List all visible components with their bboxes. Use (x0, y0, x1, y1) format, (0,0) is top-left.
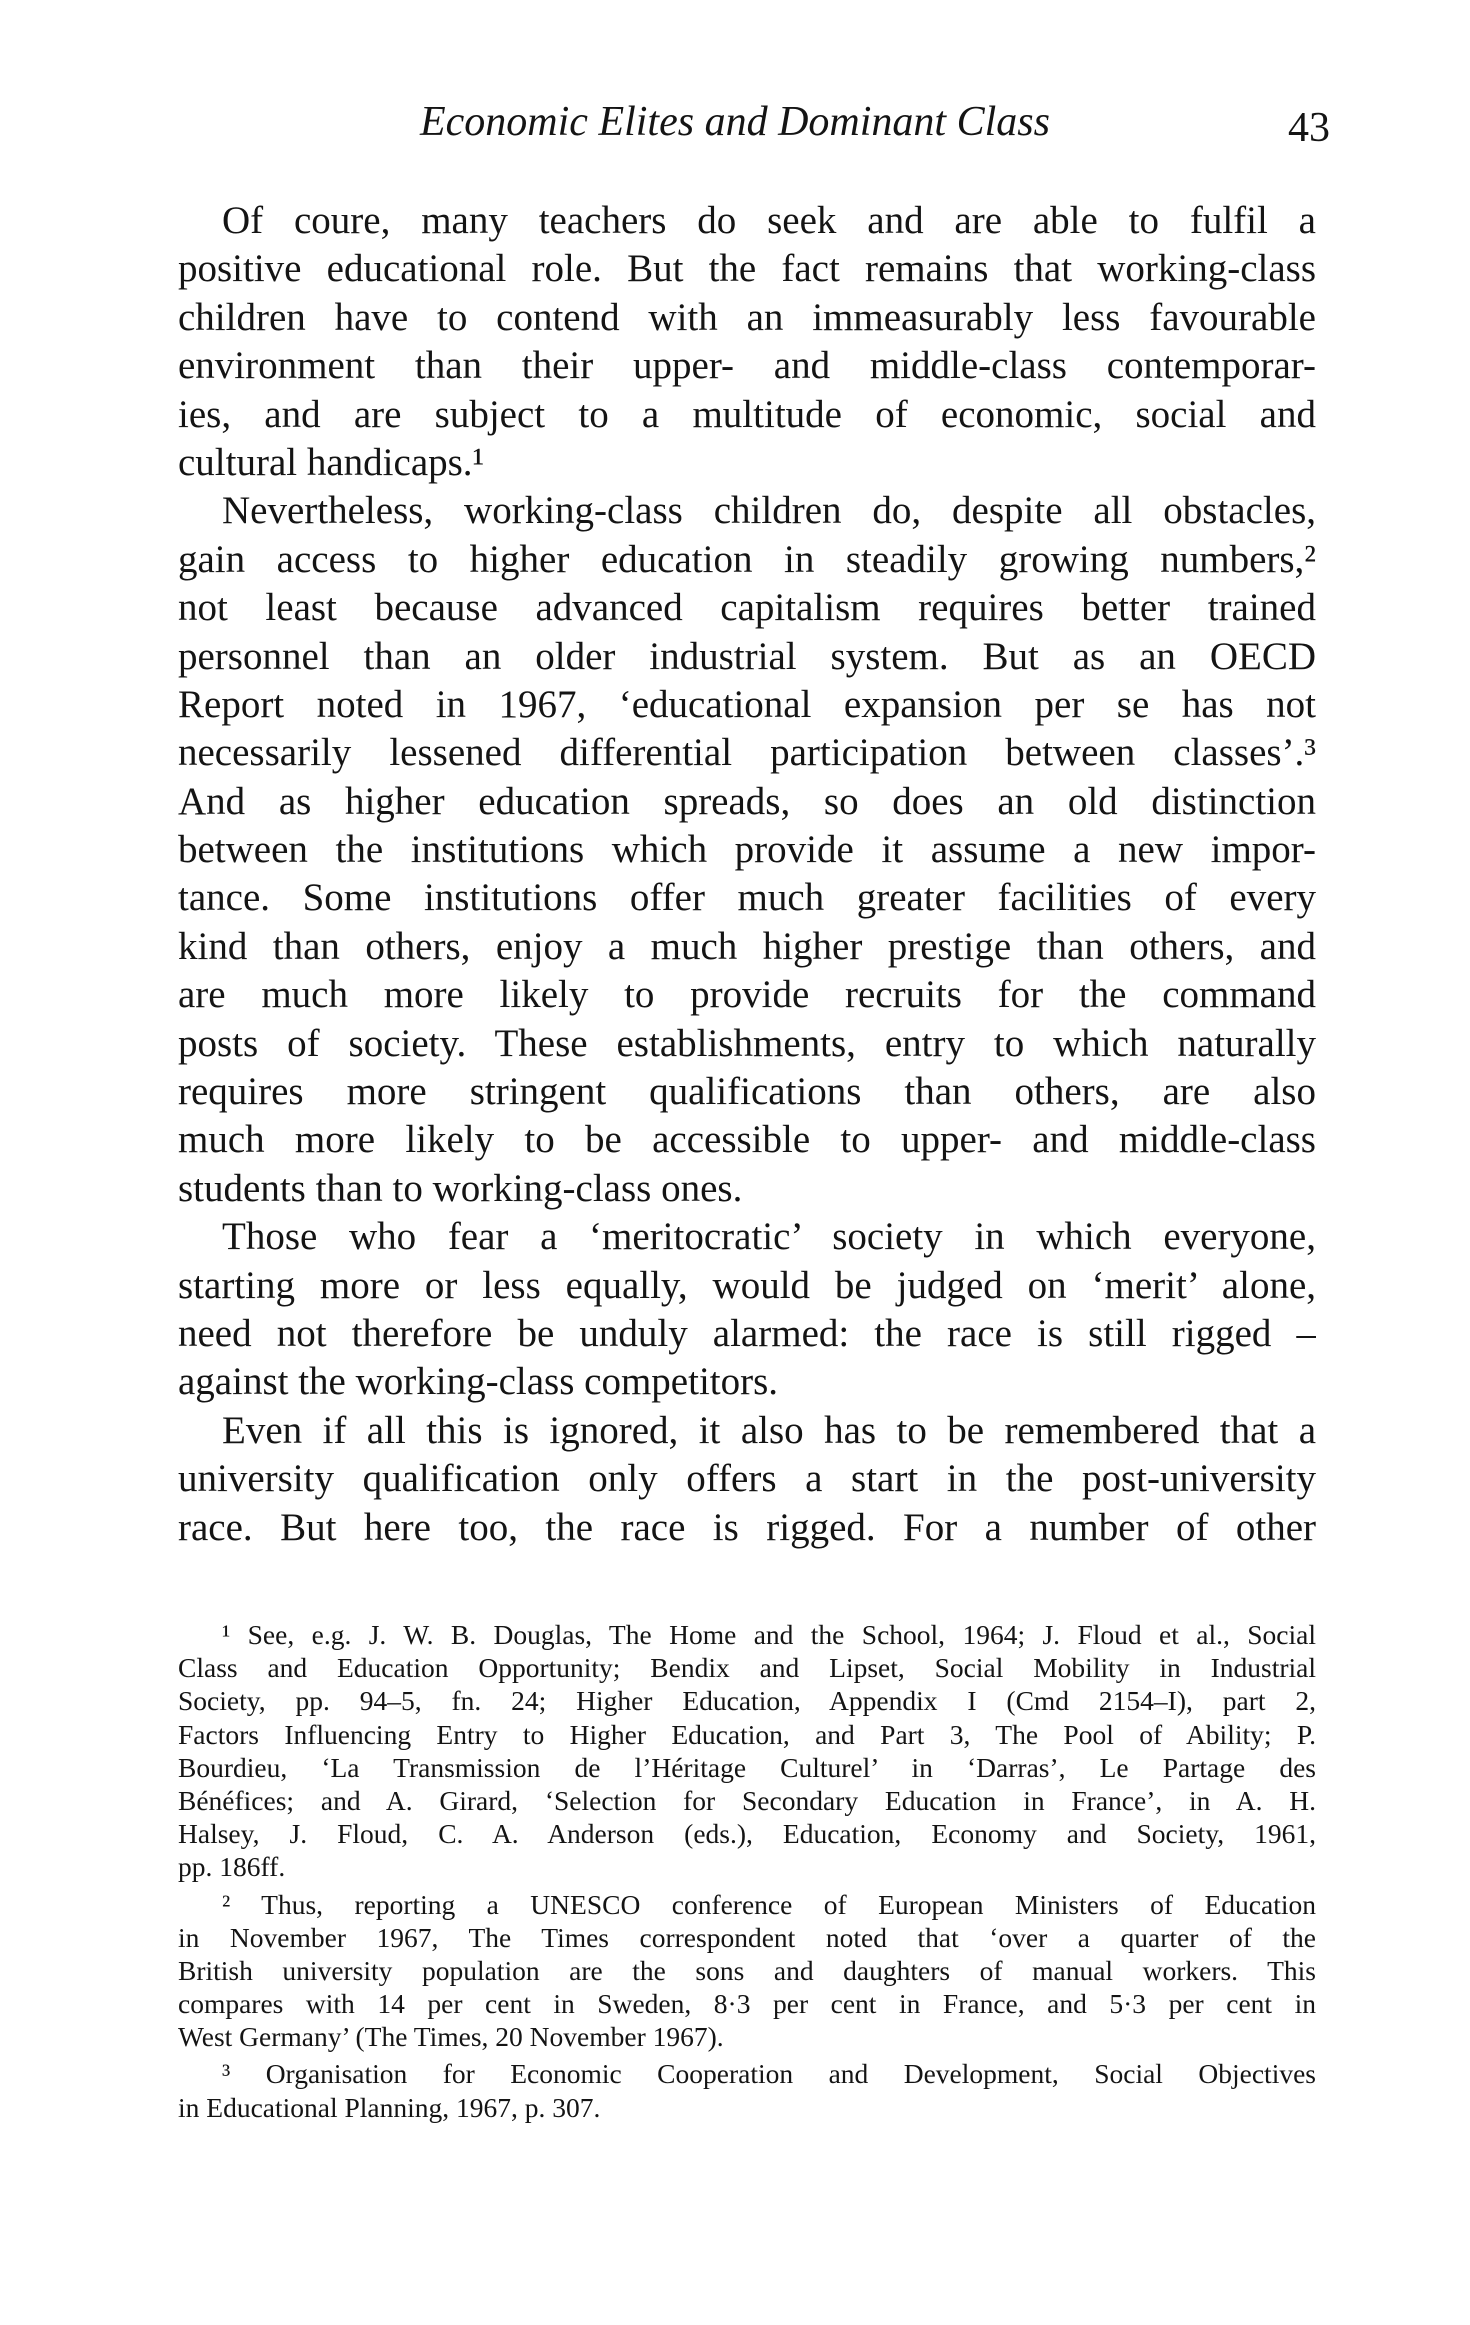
body-line: And as higher education spreads, so does an old distinction (178, 779, 1316, 823)
body-line: students than to working-class ones. (178, 1166, 743, 1210)
body-line: environment than their upper- and middle-class contemporar- (178, 344, 1316, 388)
footnote-line: Halsey, J. Floud, C. A. Anderson (eds.), Education, Economy and Society, 1961, (178, 1818, 1316, 1850)
footnote-line: Class and Education Opportunity; Bendix and Lipset, Social Mobility in Industrial (178, 1652, 1316, 1684)
footnote-line: Bénéfices; and A. Girard, ‘Selection for Secondary Education in France’, in A. H. (178, 1784, 1316, 1816)
page-number: 43 (1288, 105, 1330, 151)
footnote-line: ¹ See, e.g. J. W. B. Douglas, The Home and the School, 1964; J. Floud et al., Social (222, 1619, 1316, 1650)
footnote-line: ³ Organisation for Economic Cooperation and Development, Social Objectives (222, 2058, 1316, 2090)
body-line: children have to contend with an immeasurably less favourable (178, 295, 1316, 339)
body-line: against the working-class competitors. (178, 1360, 779, 1404)
body-line: gain access to higher education in steadily growing numbers,² (178, 537, 1316, 581)
body-line: Nevertheless, working-class children do, despite all obstacles, (222, 489, 1316, 533)
footnote-line: compares with 14 per cent in Sweden, 8·3 per cent in France, and 5·3 per cent in (178, 1988, 1316, 2020)
footnote-line: ² Thus, reporting a UNESCO conference of European Ministers of Education (222, 1888, 1316, 1920)
body-line: posts of society. These establishments, entry to which naturally (178, 1021, 1316, 1065)
footnote-line: Factors Influencing Entry to Higher Education, and Part 3, The Pool of Ability; P. (178, 1718, 1316, 1750)
running-head (190, 92, 1330, 152)
footnote-line: in Educational Planning, 1967, p. 307. (178, 2091, 601, 2123)
body-line: Report noted in 1967, ‘educational expansion per se has not (178, 682, 1316, 726)
body-line: starting more or less equally, would be judged on ‘merit’ alone, (178, 1263, 1316, 1307)
footnote-line: British university population are the sons and daughters of manual workers. This (178, 1954, 1316, 1986)
body-line: university qualification only offers a start in the post-university (178, 1457, 1316, 1501)
body-line: personnel than an older industrial system. But as an OECD (178, 634, 1316, 678)
body-line: necessarily lessened differential participation between classes’.³ (178, 731, 1316, 775)
body-line: between the institutions which provide it assume a new impor- (178, 828, 1316, 872)
footnote-line: pp. 186ff. (178, 1851, 286, 1883)
footnotes (178, 1618, 1316, 2124)
body-line: positive educational role. But the fact remains that working-class (178, 247, 1316, 291)
body-line: are much more likely to provide recruits for the command (178, 973, 1316, 1017)
chapter-title: Economic Elites and Dominant Class (420, 99, 1050, 145)
body-line: much more likely to be accessible to upper- and middle-class (178, 1118, 1316, 1162)
footnote-line: in November 1967, The Times correspondent noted that ‘over a quarter of the (178, 1921, 1316, 1953)
body-line: race. But here too, the race is rigged. For a number of other (178, 1505, 1316, 1549)
body-line: Those who fear a ‘meritocratic’ society in which everyone, (222, 1215, 1316, 1259)
footnote-line: West Germany’ (The Times, 20 November 1967). (178, 2021, 724, 2053)
footnote-line: Bourdieu, ‘La Transmission de l’Héritage Culturel’ in ‘Darras’, Le Partage des (178, 1751, 1316, 1783)
body-line: requires more stringent qualifications than others, are also (178, 1070, 1316, 1114)
body-line: cultural handicaps.¹ (178, 440, 485, 484)
body-line: not least because advanced capitalism requires better trained (178, 586, 1316, 630)
body-line: Even if all this is ignored, it also has to be remembered that a (222, 1408, 1316, 1452)
body-text (178, 197, 1316, 1552)
footnote-line: Society, pp. 94–5, fn. 24; Higher Education, Appendix I (Cmd 2154–I), part 2, (178, 1685, 1316, 1717)
body-line: need not therefore be unduly alarmed: the race is still rigged – (178, 1311, 1316, 1355)
body-line: ies, and are subject to a multitude of economic, social and (178, 392, 1316, 436)
body-line: kind than others, enjoy a much higher prestige than others, and (178, 924, 1316, 968)
body-line: tance. Some institutions offer much greater facilities of every (178, 876, 1316, 920)
body-line: Of coure, many teachers do seek and are able to fulfil a (222, 199, 1316, 242)
